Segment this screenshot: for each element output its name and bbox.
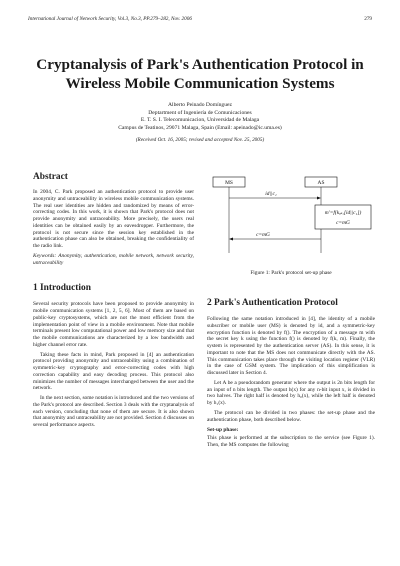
section-2-paragraph-3: The protocol can be divided in two phases: the set-up phase and the authentication phase, both described below.: [207, 409, 375, 423]
paper-title: Cryptanalysis of Park's Authentication Protocol in Wireless Mobile Communication Systems: [36, 56, 364, 92]
message-2-label: c=mG: [256, 232, 270, 238]
section-2-paragraph-2: Let A be a pseudorandom generator where the output is 2n bits length for an input of n bits length. The output h(x) for any n-bit input x, is divided in two halves. The right half is denoted by h₀(x), while the left half is denoted by h₁(x).: [207, 379, 375, 406]
intro-paragraph-2: Taking these facts in mind, Park proposed in [4] an authentication protocol providing anonymity and untraceability using a combination of symmetric-key cryptography and error-correcting codes with high correction capability and easy decoding process. This protocol also minimizes the number of messages interchanged between the user and the network.: [33, 351, 194, 392]
journal-citation: International Journal of Network Security, Vol.3, No.3, PP.279–282, Nov. 2006: [28, 16, 192, 22]
computation-line-2: c=mG: [336, 220, 350, 226]
setup-phase-diagram: [207, 171, 375, 281]
right-column: [207, 297, 375, 452]
author-department: Deptartment of Ingeniería de Comunicaciones: [148, 109, 252, 116]
author-name: Alberto Peinado Domínguez: [167, 102, 232, 108]
keywords: [33, 253, 194, 267]
as-label: AS: [317, 180, 325, 186]
intro-paragraph-3: In the next section, some notation is introduced and the two versions of the Park's protocol are described. Section 3 deals with the cryptanalysis of each version, concluding that none of them are secure. It is also shown that anonymity and untraceability are not provided. Section 4 discusses on several performance aspects.: [33, 395, 194, 428]
arrowhead-right: [317, 197, 321, 200]
running-header: [28, 16, 372, 22]
section-2-paragraph-4: This phase is performed at the subscription to the service (see Figure 1). Then, the MS computes the following: [207, 435, 375, 448]
author-block: [0, 102, 400, 132]
computation-line-1: m'=f(kₐₛ,[id||c₁]): [324, 210, 362, 216]
keywords-label: Keywords:: [33, 252, 57, 259]
section-2-heading: 2 Park's Authentication Protocol: [207, 298, 338, 308]
author-address: Campus de Teatinos, 29071 Malaga, Spain (Email: apeinado@ic.uma.es): [118, 124, 282, 131]
author-school: E. T. S. I. Telecomunicacion, Universidad de Malaga: [140, 117, 260, 124]
abstract-text: In 2004, C. Park proposed an authentication protocol to provide user anonymity and untraceability in wireless mobile communication systems. The real user identities are hidden and randomized by means of error-correcting codes. In this work, it is shown that Park's protocol does not provide anonymity and untraceability. More precisely, the users real identities can be obtained easily by an eavesdropper. Furthermore, the protocol is not secure since the session key established in the authentication phase can also be obtained, breaking the confidentiality of the radio link.: [33, 189, 194, 249]
intro-heading: 1 Introduction: [33, 283, 91, 294]
figure-caption: Figure 1: Park's protocol set-up phase: [250, 270, 332, 276]
left-column: [33, 171, 194, 432]
message-1-label: id||c₁: [265, 191, 277, 197]
received-dates: (Received Oct. 16, 2005; revised and accepted Nov. 25, 2005): [135, 137, 265, 143]
protocol-figure: [207, 171, 375, 281]
ms-label: MS: [225, 180, 233, 186]
arrowhead-left: [229, 238, 233, 241]
intro-paragraph-1: Several security protocols have been proposed to provide anonymity in mobile communication systems [1, 2, 5, 6]. Most of them are based on public-key cryptosystems, which are not the most efficient from the implementation point of view in a mobile environment. Note that mobile terminals present low computational power and low memory size and that the mobile communications are characterized by a low bandwidth and higher channel error rate.: [33, 301, 194, 348]
keywords-text: Anonymity, authentication, mobile network, network security, untraceability: [33, 252, 194, 266]
abstract-heading: Abstract: [33, 172, 68, 182]
setup-phase-heading: Set-up phase:: [207, 427, 239, 434]
section-2-paragraph-1: Following the same notation introduced in [4], the identity of a mobile subscriber or mobile user (MS) is denoted by id, and a symmetric-key encryption function is denoted by f(). The encryption of a message m with the secret key k using the function f() is denoted by f(k, m). Finally, the system is represented by the authentication server (AS). In this sense, it is important to note that the MS does not communicate directly with the AS. This communication takes place through the visiting location register (VLR) in the case of GSM system. The implication of this simplification is discussed later in Section 4.: [207, 316, 375, 376]
page-number: 279: [364, 16, 372, 22]
